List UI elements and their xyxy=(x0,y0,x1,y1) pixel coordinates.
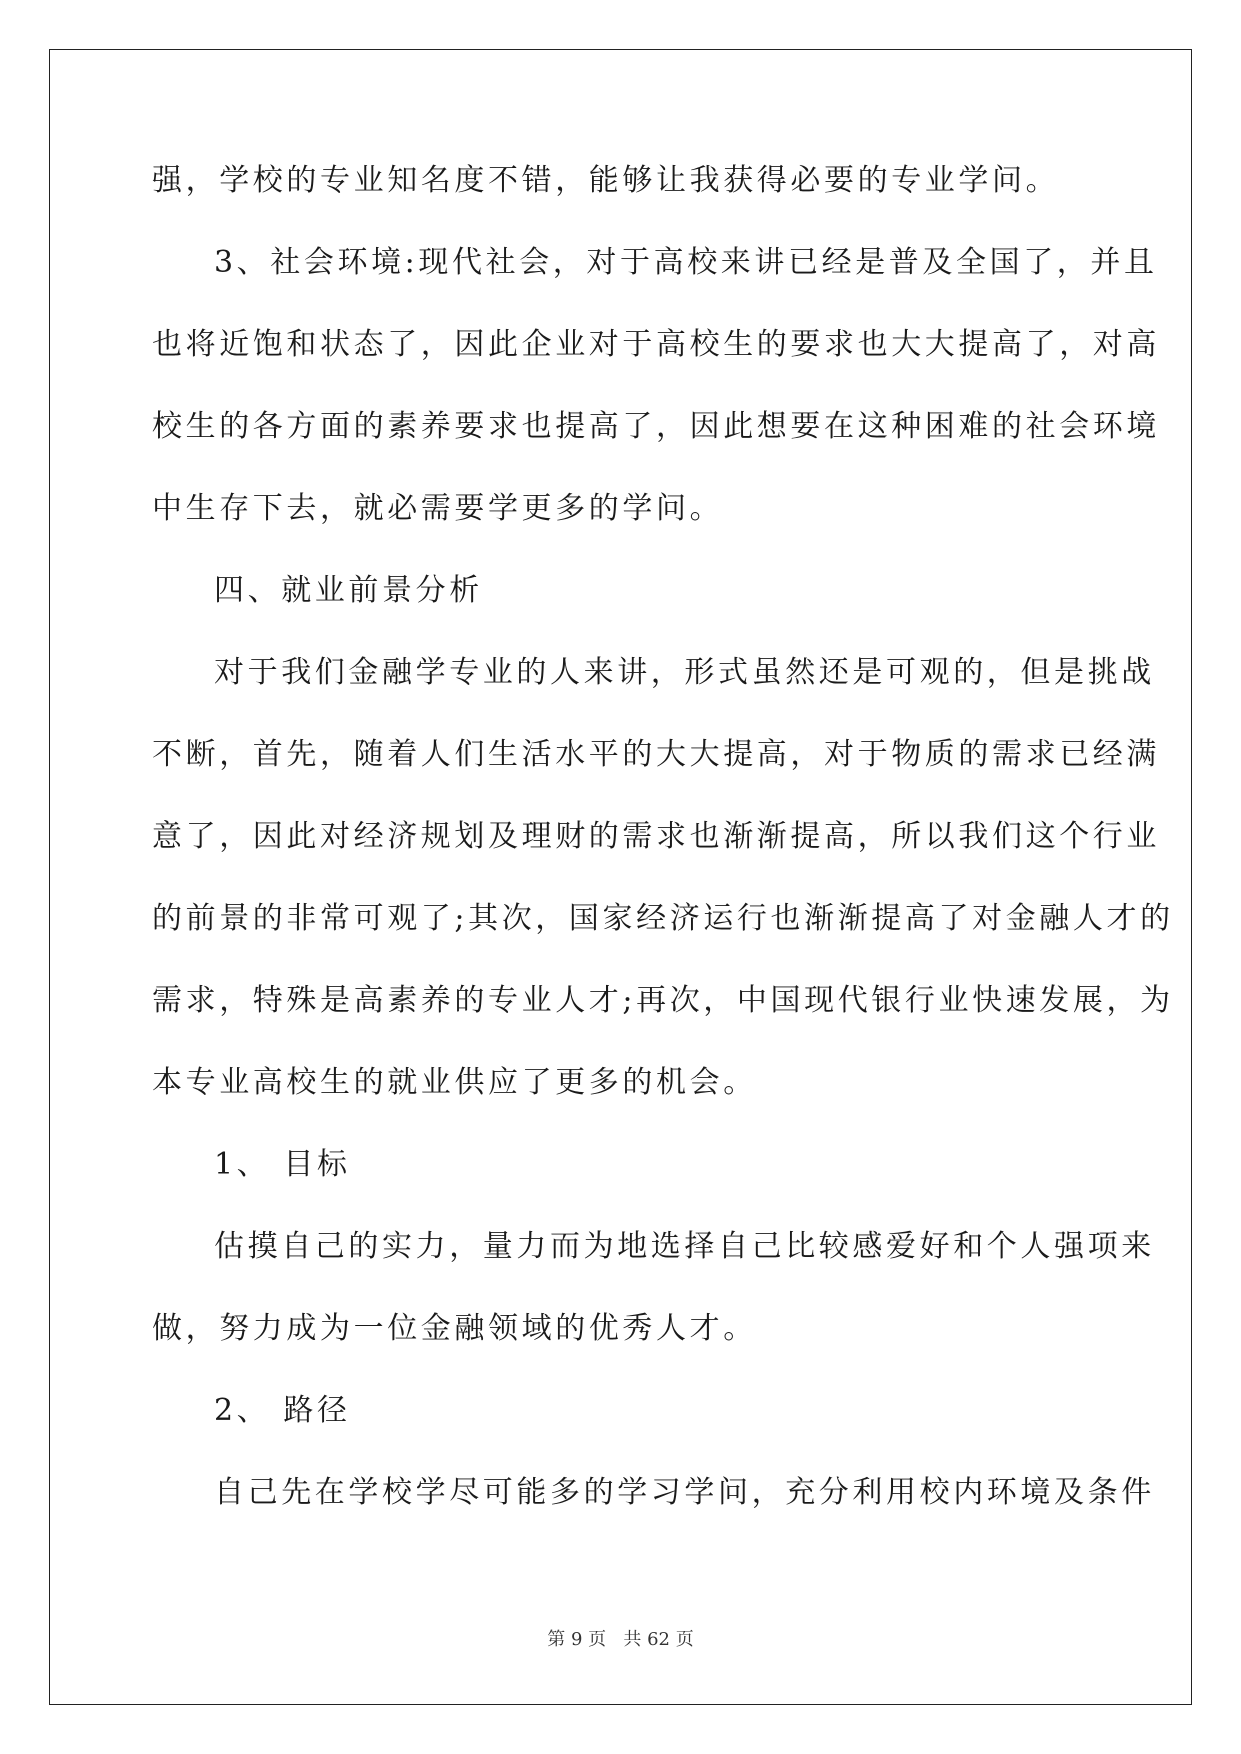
text-line: 意了，因此对经济规划及理财的需求也渐渐提高，所以我们这个行业 xyxy=(152,819,1160,854)
page-footer: 第 9 页 共 62 页 xyxy=(547,1629,694,1650)
text-line: 1、 目标 xyxy=(214,1147,351,1182)
text-line: 也将近饱和状态了，因此企业对于高校生的要求也大大提高了，对高 xyxy=(152,327,1160,362)
text-line: 做，努力成为一位金融领域的优秀人才。 xyxy=(152,1311,757,1346)
text-line: 中生存下去，就必需要学更多的学问。 xyxy=(152,491,724,526)
text-line: 强，学校的专业知名度不错，能够让我获得必要的专业学问。 xyxy=(152,163,1060,198)
document-body xyxy=(152,155,1174,1549)
text-line: 校生的各方面的素养要求也提高了，因此想要在这种困难的社会环境 xyxy=(152,409,1160,444)
text-line: 的前景的非常可观了;其次，国家经济运行也渐渐提高了对金融人才的 xyxy=(152,901,1174,936)
text-line: 自己先在学校学尽可能多的学习学问，充分利用校内环境及条件 xyxy=(214,1475,1155,1510)
text-line: 估摸自己的实力，量力而为地选择自己比较感爱好和个人强项来 xyxy=(214,1229,1155,1264)
text-line: 3、社会环境:现代社会，对于高校来讲已经是普及全国了，并且 xyxy=(214,245,1158,280)
text-line: 需求，特殊是高素养的专业人才;再次，中国现代银行业快速发展，为 xyxy=(152,983,1174,1018)
text-line: 不断，首先，随着人们生活水平的大大提高，对于物质的需求已经满 xyxy=(152,737,1160,772)
text-line: 2、 路径 xyxy=(214,1393,351,1428)
text-line: 四、就业前景分析 xyxy=(214,573,483,608)
text-line: 对于我们金融学专业的人来讲，形式虽然还是可观的，但是挑战 xyxy=(214,655,1155,690)
text-line: 本专业高校生的就业供应了更多的机会。 xyxy=(152,1065,757,1100)
